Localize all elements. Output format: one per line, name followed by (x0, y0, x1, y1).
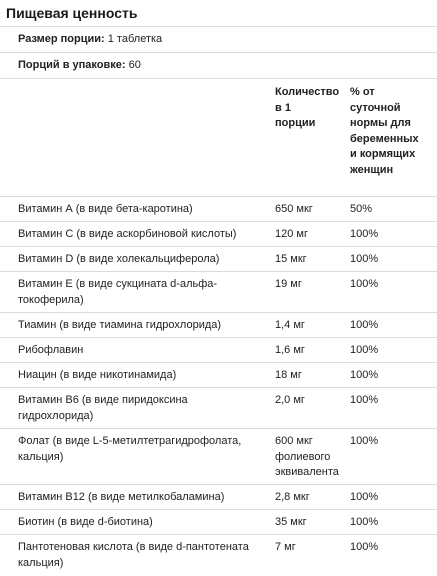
header-amount-line: в 1 порции (275, 101, 316, 129)
nutrient-daily-value: 100% (350, 319, 379, 331)
table-row (0, 197, 437, 222)
nutrient-amount (256, 485, 331, 509)
nutrient-amount (256, 197, 331, 221)
nutrient-rows (0, 197, 437, 576)
nutrient-amount-line: 7 мг (275, 541, 296, 553)
nutrient-daily-value: 100% (350, 435, 379, 447)
table-row (0, 363, 437, 388)
nutrient-amount-line: 120 мг (275, 228, 308, 240)
nutrient-name-line: Пантотеновая кислота (в виде d-пантотената (18, 541, 249, 553)
servings-per-container-row (0, 53, 437, 79)
nutrient-amount-line: 19 мг (275, 278, 302, 290)
nutrient-name (0, 313, 256, 337)
table-row (0, 510, 437, 535)
header-amount-line: Количество (275, 86, 340, 98)
header-dv-line: суточной (350, 101, 401, 114)
nutrient-name (0, 429, 256, 484)
nutrient-daily-value: 100% (350, 369, 379, 381)
nutrient-amount (256, 272, 331, 312)
table-header (0, 79, 437, 197)
nutrient-amount (256, 313, 331, 337)
nutrient-name-line: Ниацин (в виде никотинамида) (18, 369, 177, 381)
nutrient-name-line: Рибофлавин (18, 344, 84, 356)
nutrient-amount (256, 510, 331, 534)
nutrient-amount-line: 2,8 мкг (275, 491, 310, 503)
header-dv-line: женщин (350, 163, 394, 176)
header-dv-line: % от (350, 86, 375, 98)
nutrient-daily-value: 50% (350, 203, 373, 215)
nutrient-name-line: гидрохлорида) (18, 409, 94, 422)
nutrient-name (0, 510, 256, 534)
nutrient-name (0, 388, 256, 428)
nutrient-daily-value: 100% (350, 394, 379, 406)
nutrient-amount (256, 388, 331, 428)
header-dv-line: и кормящих (350, 148, 416, 160)
serving-size-label: Размер порции: (18, 33, 105, 45)
table-row (0, 429, 437, 485)
nutrient-name-line: Витамин Е (в виде сукцината d-альфа- (18, 278, 218, 290)
header-amount (256, 79, 340, 196)
nutrient-daily-value: 100% (350, 491, 379, 503)
serving-size-value: 1 таблетка (104, 33, 163, 45)
nutrient-daily-value: 100% (350, 253, 379, 265)
header-dv-line: нормы для (350, 117, 411, 129)
table-row (0, 388, 437, 429)
nutrient-name (0, 272, 256, 312)
nutrient-name-line: Фолат (в виде L-5-метилтетрагидрофолата, (18, 435, 242, 447)
nutrient-amount-line: 35 мкг (275, 516, 307, 528)
nutrient-amount (256, 222, 331, 246)
nutrient-name-line: Витамин А (в виде бета-каротина) (18, 203, 193, 215)
nutrient-amount (256, 535, 331, 576)
nutrient-name-line: Биотин (в виде d-биотина) (18, 516, 153, 528)
nutrient-amount-line: 1,6 мг (275, 344, 305, 356)
nutrient-amount-line: 2,0 мг (275, 394, 305, 406)
nutrient-name-line: кальция) (18, 556, 64, 569)
panel-title: Пищевая ценность (0, 0, 437, 27)
nutrient-name (0, 485, 256, 509)
nutrient-name-line: Витамин D (в виде холекальциферола) (18, 253, 220, 265)
nutrient-name (0, 247, 256, 271)
nutrient-name-line: Витамин В6 (в виде пиридоксина (18, 394, 188, 406)
header-nutrient (0, 79, 256, 196)
nutrient-amount-line: фолиевого (275, 450, 331, 463)
nutrient-daily-value: 100% (350, 228, 379, 240)
nutrient-amount-line: эквивалента (275, 466, 339, 478)
table-row (0, 272, 437, 313)
nutrient-daily-value: 100% (350, 344, 379, 356)
table-row (0, 485, 437, 510)
nutrient-amount (256, 363, 331, 387)
nutrient-amount-line: 600 мкг (275, 435, 313, 447)
nutrient-name-line: Витамин С (в виде аскорбиновой кислоты) (18, 228, 237, 240)
header-daily-value (331, 79, 437, 196)
table-row (0, 247, 437, 272)
nutrient-amount-line: 18 мг (275, 369, 302, 381)
nutrient-name-line: токоферила) (18, 293, 84, 306)
table-row (0, 313, 437, 338)
nutrient-name (0, 363, 256, 387)
nutrient-daily-value: 100% (350, 541, 379, 553)
nutrient-name-line: Витамин В12 (в виде метилкобаламина) (18, 491, 225, 503)
servings-per-container-value: 60 (125, 59, 141, 71)
table-row (0, 222, 437, 247)
servings-per-container-label: Порций в упаковке: (18, 59, 126, 71)
nutrient-amount (256, 429, 339, 484)
header-dv-line: беременных (350, 132, 419, 145)
table-row (0, 535, 437, 576)
nutrient-daily-value: 100% (350, 516, 379, 528)
nutrient-name-line: Тиамин (в виде тиамина гидрохлорида) (18, 319, 222, 331)
nutrient-daily-value: 100% (350, 278, 379, 290)
nutrient-name (0, 338, 256, 362)
nutrient-amount (256, 247, 331, 271)
nutrient-amount-line: 650 мкг (275, 203, 313, 215)
nutrient-amount-line: 15 мкг (275, 253, 307, 265)
serving-size-row (0, 27, 437, 53)
nutrient-name-line: кальция) (18, 450, 64, 463)
nutrient-amount-line: 1,4 мг (275, 319, 305, 331)
nutrient-name (0, 197, 256, 221)
nutrient-name (0, 535, 256, 576)
nutrient-amount (256, 338, 331, 362)
nutrient-name (0, 222, 256, 246)
table-row (0, 338, 437, 363)
